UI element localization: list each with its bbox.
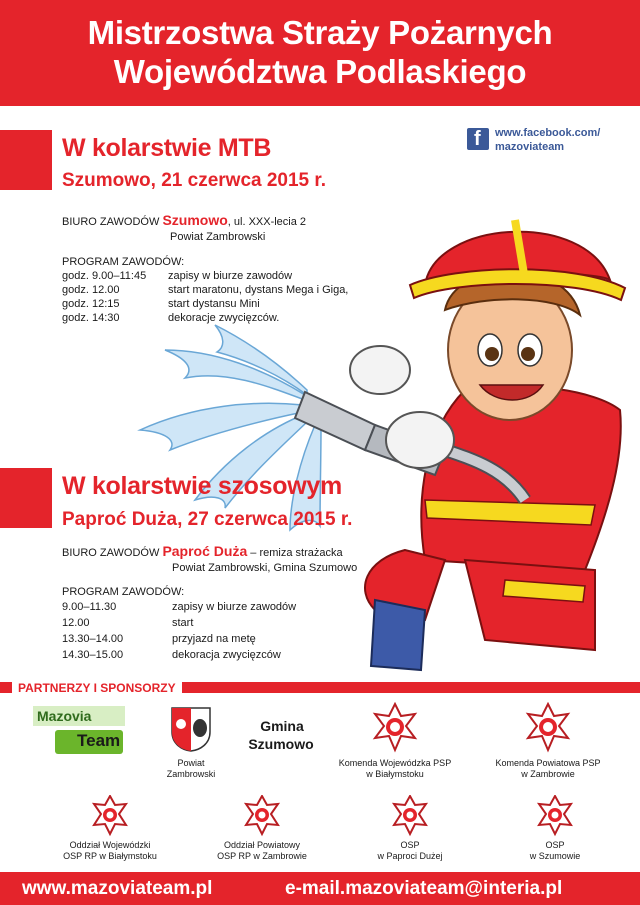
title-line-1: Mistrzostwa Straży Pożarnych <box>87 14 553 51</box>
program-time: 9.00–11.30 <box>62 601 117 613</box>
facebook-url-line-1[interactable]: www.facebook.com/ <box>495 127 601 139</box>
partners-label-box <box>12 679 182 696</box>
program-desc: dekoracje zwycięzców. <box>168 312 280 324</box>
road-program-label: PROGRAM ZAWODÓW: <box>62 586 185 598</box>
program-desc: start dystansu Mini <box>168 298 260 310</box>
kp-caption-2: w Zambrowie <box>521 769 575 779</box>
ow-caption-1: Oddział Wojewódzki <box>69 840 151 850</box>
osp-badge-icon <box>390 795 430 837</box>
osp-badge-icon <box>242 795 282 837</box>
mtb-office-address: , ul. XXX-lecia 2 <box>227 216 307 228</box>
road-program-row <box>62 633 296 649</box>
osp1-caption-2: w Paproci Dużej <box>377 851 443 861</box>
footer-bar <box>0 872 640 905</box>
facebook-icon[interactable]: f <box>467 128 489 150</box>
powiat-caption-2: Zambrowski <box>166 769 216 779</box>
mtb-office-town: Szumowo <box>162 212 228 228</box>
powiat-caption-1: Powiat <box>177 758 205 768</box>
kp-caption-1: Komenda Powiatowa PSP <box>495 758 601 768</box>
footer-website[interactable]: www.mazoviateam.pl <box>22 878 213 899</box>
program-desc: start maratonu, dystans Mega i Giga, <box>168 284 349 296</box>
powiat-crest-icon <box>170 706 212 752</box>
kw-caption-1: Komenda Wojewódzka PSP <box>338 758 452 768</box>
program-desc: start <box>172 617 194 629</box>
gmina-line-1: Gmina <box>260 718 304 734</box>
osp2-caption-2: w Szumowie <box>529 851 581 861</box>
program-time: godz. 9.00–11:45 <box>62 270 147 282</box>
header-banner <box>0 0 640 106</box>
op-caption-2: OSP RP w Zambrowie <box>217 851 307 861</box>
program-time: 14.30–15.00 <box>62 649 124 661</box>
mazovia-logo-line-1: Mazovia <box>37 708 92 724</box>
road-program-row <box>62 617 296 633</box>
mtb-program-label: PROGRAM ZAWODÓW: <box>62 256 185 268</box>
gmina-line-2: Szumowo <box>248 736 314 752</box>
op-caption-1: Oddział Powiatowy <box>223 840 301 850</box>
footer-email[interactable]: e-mail.mazoviateam@interia.pl <box>285 878 563 899</box>
program-desc: zapisy w biurze zawodów <box>172 601 297 613</box>
road-program-row <box>62 601 296 617</box>
psp-badge-icon <box>370 702 420 756</box>
hose-nozzle <box>295 392 375 450</box>
road-section-bar <box>0 468 52 528</box>
program-desc: dekoracja zwycięzców <box>172 649 281 661</box>
road-office-line <box>62 545 343 560</box>
partners-label: PARTNERZY I SPONSORZY <box>18 681 176 695</box>
mtb-section-bar <box>0 130 52 190</box>
program-time: 12.00 <box>62 617 90 629</box>
osp-badge-icon <box>90 795 130 837</box>
road-office-district: Powiat Zambrowski, Gmina Szumowo <box>172 562 358 574</box>
psp-badge-icon <box>523 702 573 756</box>
mtb-office-district: Powiat Zambrowski <box>170 231 266 243</box>
program-desc: przyjazd na metę <box>172 633 256 645</box>
mazovia-logo-line-2: Team <box>77 731 121 750</box>
kw-caption-2: w Białymstoku <box>366 769 424 779</box>
road-program-list <box>62 601 296 665</box>
mtb-subtitle: Szumowo, 21 czerwca 2015 r. <box>62 170 327 191</box>
road-office-town: Paproć Duża <box>162 543 248 559</box>
program-time: 13.30–14.00 <box>62 633 124 645</box>
program-time: godz. 12.00 <box>62 284 120 296</box>
program-desc: zapisy w biurze zawodów <box>168 270 293 282</box>
osp1-caption-1: OSP <box>400 840 420 850</box>
mtb-office-label: BIURO ZAWODÓW <box>62 216 160 228</box>
glove <box>386 412 454 468</box>
road-program-row <box>62 649 296 665</box>
title-line-2: Województwa Podlaskiego <box>113 53 527 90</box>
program-time: godz. 14:30 <box>62 312 120 324</box>
glove <box>350 346 410 394</box>
mazovia-team-logo <box>33 706 125 756</box>
facebook-url-line-2[interactable]: mazoviateam <box>495 141 565 153</box>
road-office-address: – remiza strażacka <box>247 547 343 559</box>
osp-badge-icon <box>535 795 575 837</box>
mtb-title: W kolarstwie MTB <box>62 134 272 162</box>
road-title: W kolarstwie szosowym <box>62 472 342 500</box>
program-time: godz. 12:15 <box>62 298 120 310</box>
osp2-caption-1: OSP <box>545 840 565 850</box>
ow-caption-2: OSP RP w Białymstoku <box>63 851 157 861</box>
road-subtitle: Paproć Duża, 27 czerwca 2015 r. <box>62 509 353 530</box>
road-office-label: BIURO ZAWODÓW <box>62 547 160 559</box>
